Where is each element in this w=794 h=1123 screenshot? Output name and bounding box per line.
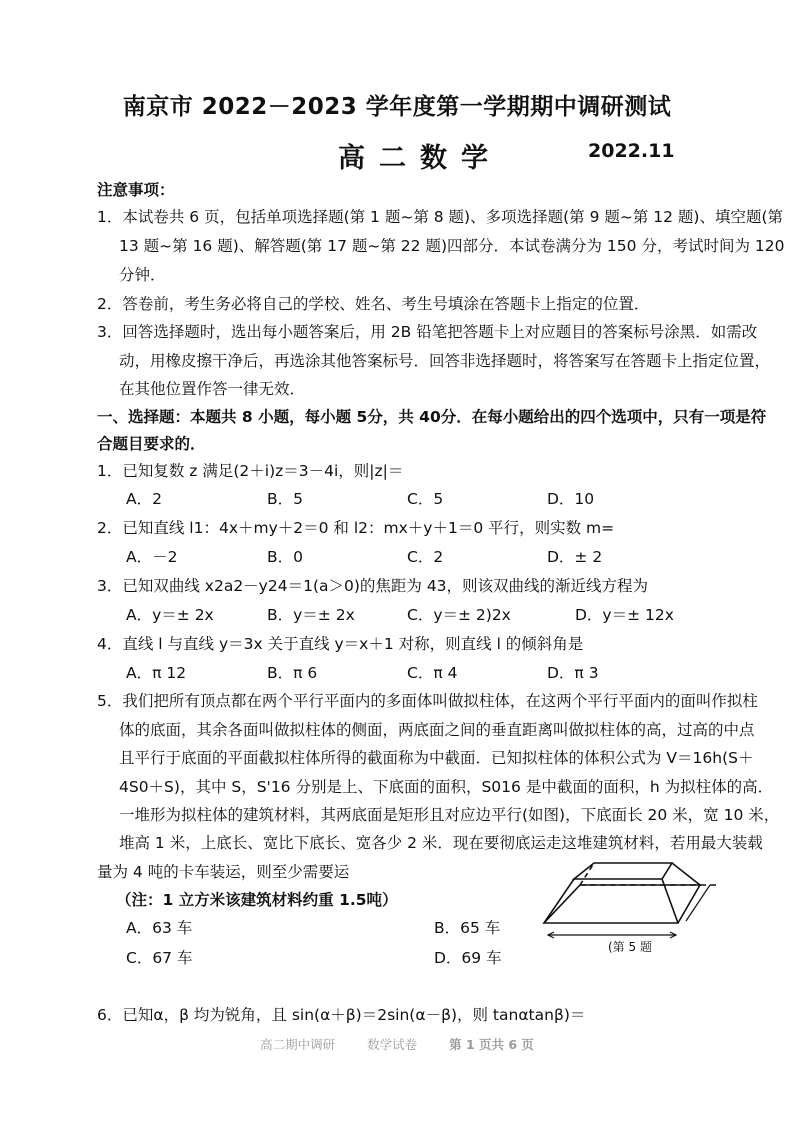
notice-item-3-line-3: 在其他位置作答一律无效． — [119, 380, 306, 398]
question-2-option-b: B．0 — [267, 548, 303, 566]
question-4-option-a: A．π 12 — [126, 664, 187, 682]
question-2-option-d: D．± 2 — [547, 548, 603, 566]
question-5-line-1: 5．我们把所有顶点都在两个平行平面内的多面体叫做拟柱体，在这两个平行平面内的面叫作拟柱 — [97, 692, 758, 710]
section-1-heading-line-2: 合题目要求的． — [97, 435, 206, 453]
question-5-line-5: 一堆形为拟柱体的建筑材料，其两底面是矩形且对应边平行(如图)，下底面长 20 米，宽 10 米， — [119, 806, 780, 824]
question-4-option-b: B．π 6 — [267, 664, 318, 682]
subject-title: 高二数学 — [338, 143, 502, 174]
question-5-line-3: 且平行于底面的平面截拟柱体所得的截面称为中截面．已知拟柱体的体积公式为 V＝16h(S＋ — [119, 749, 754, 767]
question-2-option-c: C．2 — [407, 548, 444, 566]
question-4-option-c: C．π 4 — [407, 664, 458, 682]
question-1-option-b: B．5 — [267, 490, 303, 508]
question-3-option-a: A．y＝± 2x — [126, 606, 214, 624]
question-5-option-a: A．63 车 — [126, 919, 193, 937]
question-5-line-2: 体的底面，其余各面叫做拟柱体的侧面，两底面之间的垂直距离叫做拟柱体的高，过高的中点 — [119, 721, 755, 739]
question-6-stem: 6．已知α，β 均为锐角，且 sin(α＋β)＝2sin(α－β)，则 tanαtanβ)＝ — [97, 1006, 586, 1024]
question-5-option-d: D．69 车 — [434, 949, 502, 967]
question-5-line-4: 4S0＋S)，其中 S，S'16 分别是上、下底面的面积，S016 是中截面的面积，h 为拟柱体的高． — [119, 778, 774, 796]
prism-drawing — [544, 863, 716, 938]
top-face — [574, 863, 672, 879]
notice-item-3-line-1: 3．回答选择题时，选出每小题答案后，用 2B 铅笔把答题卡上对应题目的答案标号涂黑．如需改 — [97, 323, 758, 341]
exam-date: 2022.11 — [588, 140, 675, 162]
question-5-option-b: B．65 车 — [434, 919, 501, 937]
question-3-stem: 3．已知双曲线 x2a2－y24＝1(a＞0)的焦距为 43，则该双曲线的渐近线方程为 — [97, 577, 649, 595]
question-3-option-b: B．y＝± 2x — [267, 606, 355, 624]
notice-item-2: 2．答卷前，考生务必将自己的学校、姓名、考生号填涂在答题卡上指定的位置． — [97, 295, 650, 313]
question-4-stem: 4．直线 l 与直线 y＝3x 关于直线 y＝x＋1 对称，则直线 l 的倾斜角是 — [97, 635, 584, 653]
question-5-note: （注：1 立方米该建筑材料约重 1.5吨） — [116, 891, 398, 909]
page-footer — [0, 1035, 794, 1053]
footer-paper-name: 数学试卷 — [367, 1037, 418, 1052]
question-5-line-6: 堆高 1 米，上底长、宽比下底长、宽各少 2 米．现在要彻底运走这堆建筑材料，若用最大装载 — [119, 834, 763, 852]
question-2-stem: 2．已知直线 l1：4x＋my＋2＝0 和 l2：mx＋y＋1＝0 平行，则实数 m= — [97, 519, 615, 537]
question-5-line-7: 量为 4 吨的卡车装运，则至少需要运 — [97, 863, 350, 881]
question-2-option-a: A．－2 — [126, 548, 178, 566]
question-5-option-c: C．67 车 — [126, 949, 193, 967]
question-1-stem: 1．已知复数 z 满足(2＋i)z＝3－4i，则|z|＝ — [97, 462, 404, 480]
question-3-option-d: D．y＝± 12x — [575, 606, 674, 624]
question-1-option-a: A．2 — [126, 490, 162, 508]
footer-page-number: 第 1 页共 6 页 — [449, 1037, 534, 1052]
question-1-option-c: C．5 — [407, 490, 444, 508]
notice-item-1-line-3: 分钟． — [119, 266, 166, 284]
question-4-option-d: D．π 3 — [547, 664, 599, 682]
question-3-option-c: C．y＝± 2)2x — [407, 606, 511, 624]
exam-title: 南京市 2022－2023 学年度第一学期期中调研测试 — [122, 94, 672, 120]
question-1-option-d: D．10 — [547, 490, 595, 508]
question-5-figure-caption: (第 5 题 — [608, 940, 652, 954]
notice-heading: 注意事项： — [97, 181, 175, 199]
footer-exam-name: 高二期中调研 — [260, 1037, 336, 1052]
section-1-heading-line-1: 一、选择题：本题共 8 小题，每小题 5分，共 40分．在每小题给出的四个选项中，只有一项是符 — [97, 408, 767, 426]
notice-item-1-line-1: 1．本试卷共 6 页，包括单项选择题(第 1 题~第 8 题)、多项选择题(第 9 题~第 12 题)、填空题(第 — [97, 208, 784, 226]
notice-item-3-line-2: 动，用橡皮擦干净后，再选涂其他答案标号．回答非选择题时，将答案写在答题卡上指定位置， — [119, 352, 771, 370]
notice-item-1-line-2: 13 题~第 16 题)、解答题(第 17 题~第 22 题)四部分．本试卷满分为 150 分，考试时间为 120 — [119, 237, 785, 255]
